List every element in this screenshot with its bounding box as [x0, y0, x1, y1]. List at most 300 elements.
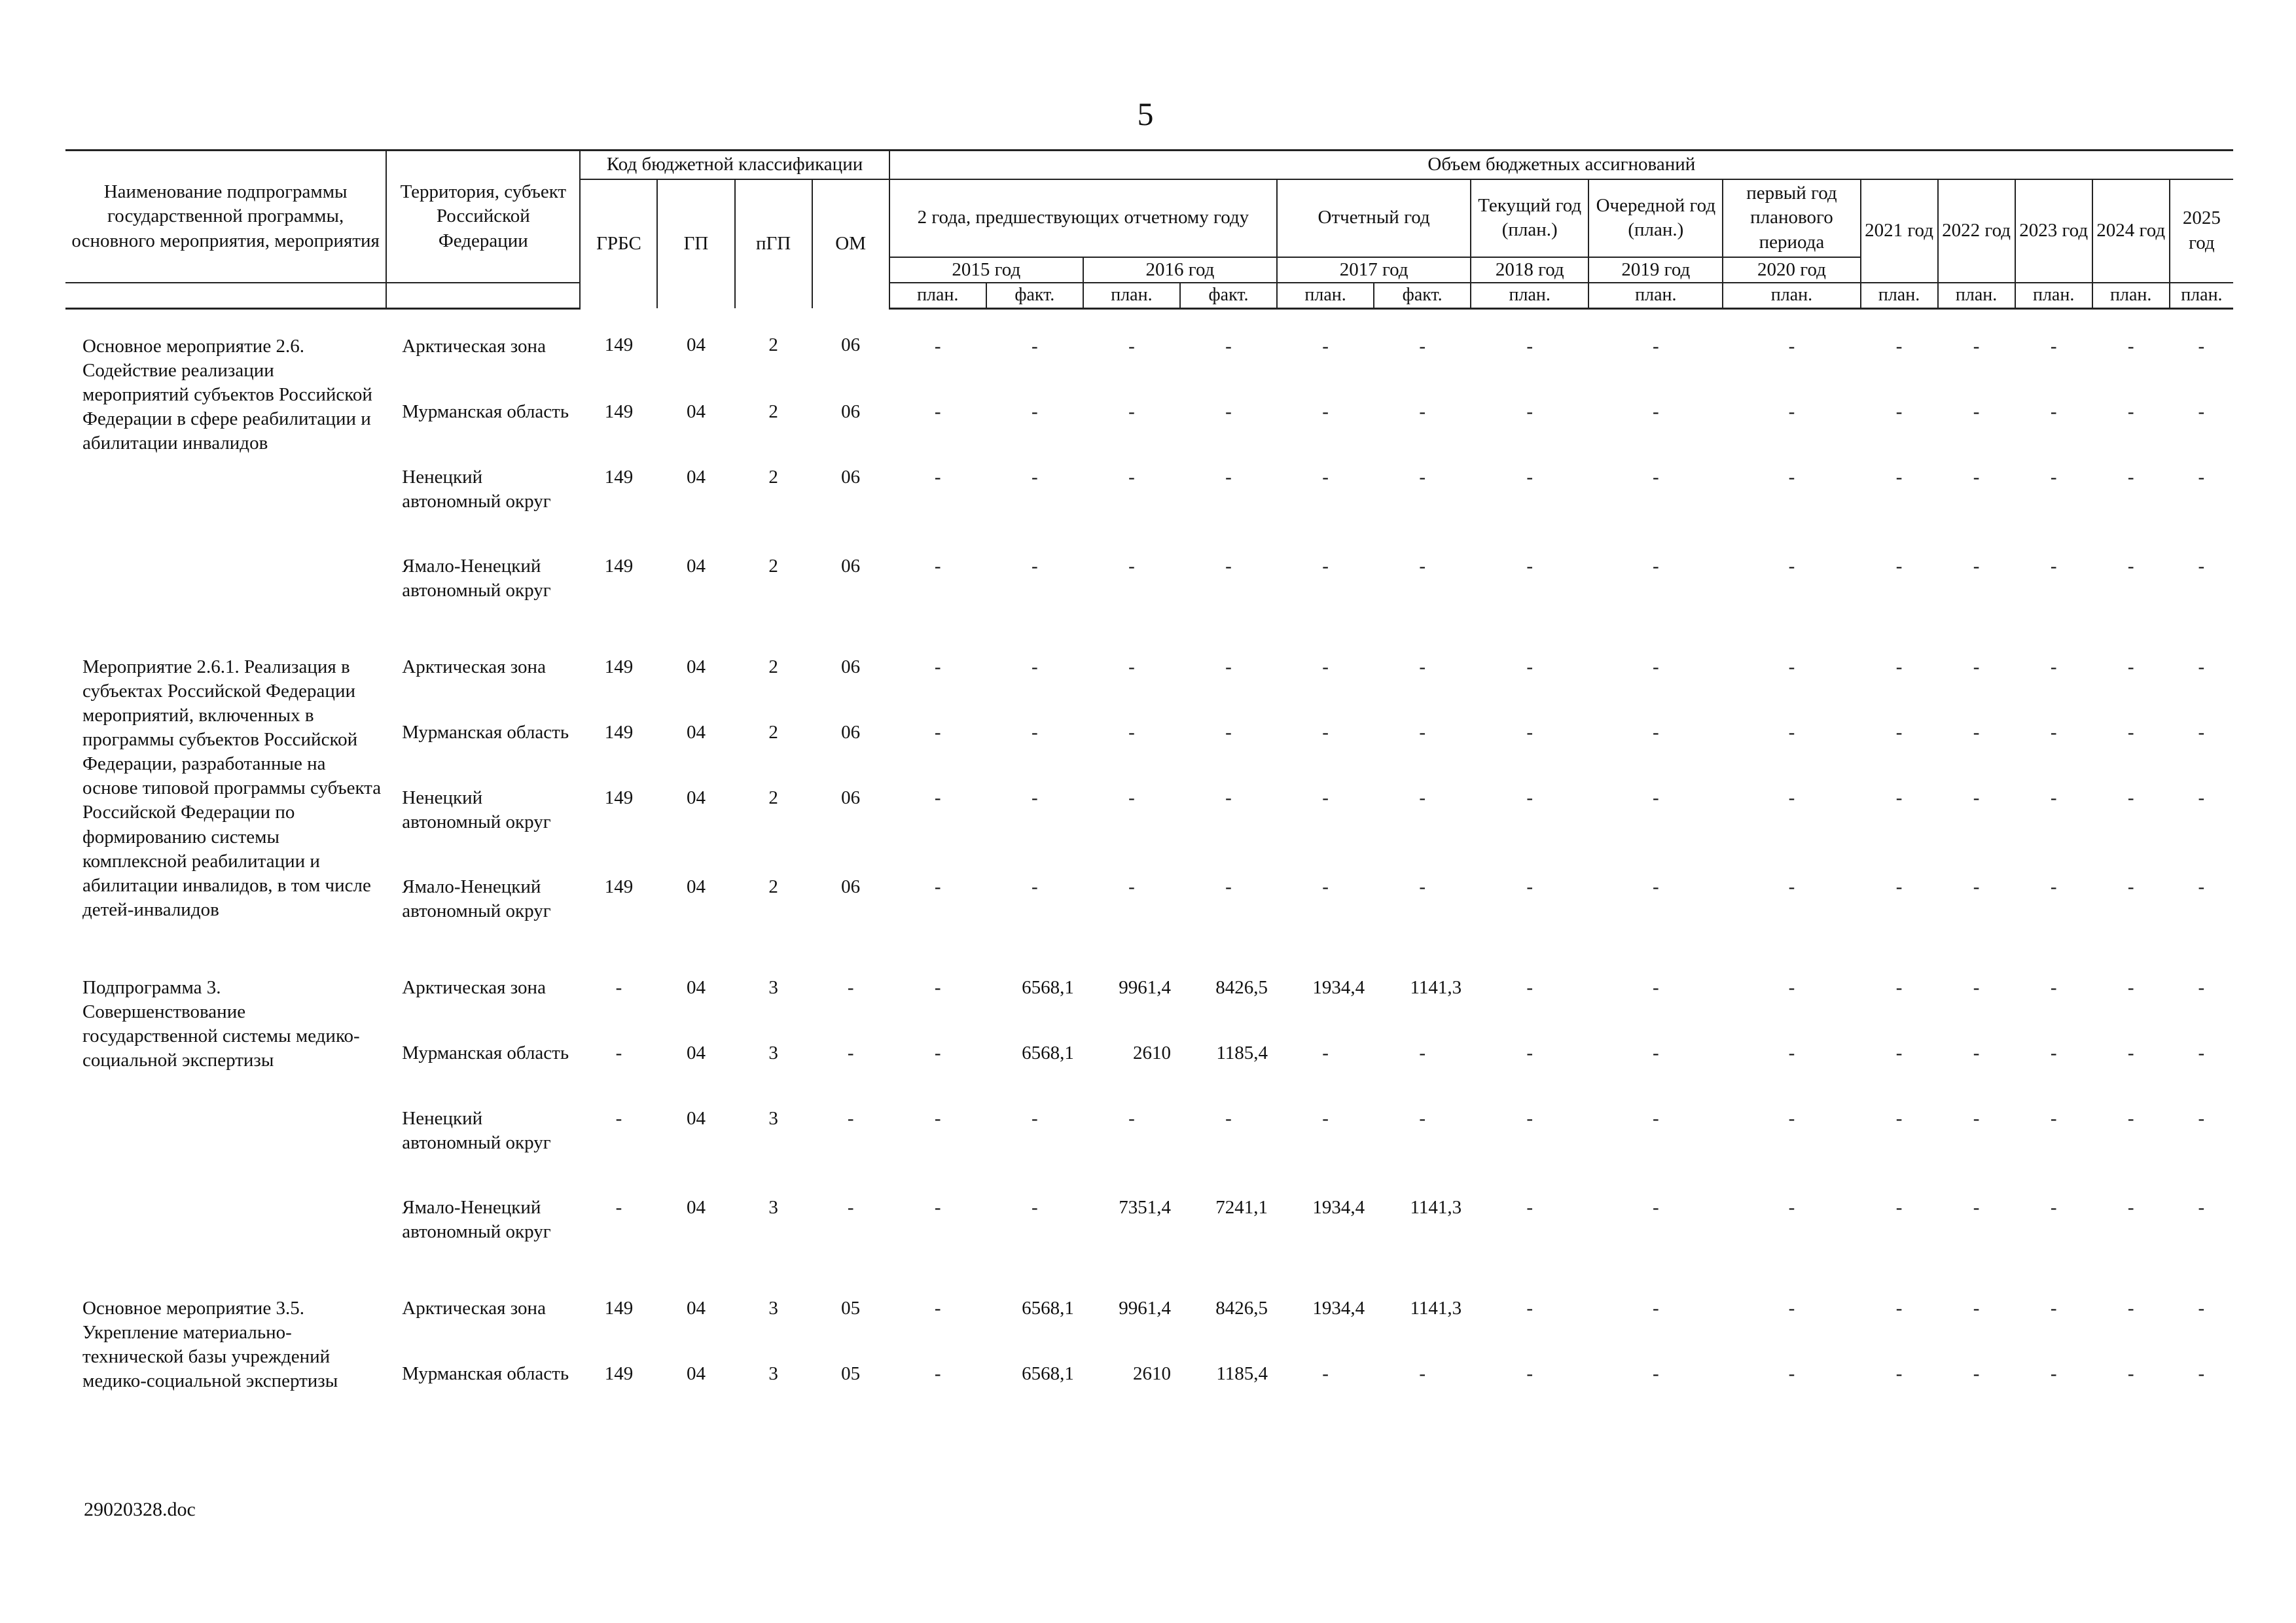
value-cell: -: [1419, 1107, 1426, 1129]
code-om: -: [847, 976, 854, 998]
code-gp: 04: [687, 656, 706, 677]
value-cell: -: [2198, 466, 2205, 488]
header-2023: 2023 год: [2015, 179, 2092, 283]
value-cell: -: [1895, 401, 1903, 422]
value-cell: -: [1788, 555, 1795, 577]
value-cell: 6568,1: [1022, 1363, 1074, 1384]
value-cell: -: [934, 466, 941, 488]
value-cell: 1934,4: [1312, 1196, 1365, 1218]
code-grbs: 149: [604, 876, 634, 897]
table-body: [65, 308, 2233, 1427]
value-cell: -: [1419, 1363, 1426, 1384]
row-territory: Ямало-Ненецкий автономный округ: [402, 876, 551, 921]
value-cell: -: [1788, 787, 1795, 808]
value-cell: -: [2127, 466, 2134, 488]
value-cell: 1185,4: [1216, 1363, 1268, 1384]
table-row: [65, 643, 2233, 721]
code-om: 05: [841, 1297, 861, 1319]
value-cell: -: [1653, 976, 1659, 998]
value-cell: 2610: [1132, 1042, 1171, 1063]
code-om: 06: [841, 656, 861, 677]
value-cell: -: [1128, 401, 1135, 422]
value-cell: -: [1653, 401, 1659, 422]
value-cell: -: [2050, 555, 2057, 577]
value-cell: -: [1788, 721, 1795, 743]
header-grbs: ГРБС: [580, 179, 657, 309]
value-cell: -: [1031, 1107, 1038, 1129]
header-first-plan-year: первый год планового периода: [1723, 179, 1860, 257]
code-om: -: [847, 1042, 854, 1063]
unit-plan: план.: [889, 283, 986, 308]
value-cell: -: [2198, 1107, 2205, 1129]
header-empty: [65, 283, 386, 308]
value-cell: -: [1895, 876, 1903, 897]
header-2022: 2022 год: [1938, 179, 2015, 283]
value-cell: -: [2198, 555, 2205, 577]
value-cell: -: [2127, 1297, 2134, 1319]
value-cell: -: [1526, 876, 1534, 897]
value-cell: -: [1895, 1042, 1903, 1063]
value-cell: -: [2050, 721, 2057, 743]
value-cell: -: [1322, 555, 1329, 577]
value-cell: -: [934, 1196, 941, 1218]
code-pgp: 2: [768, 876, 778, 897]
value-cell: -: [1322, 656, 1329, 677]
value-cell: -: [1128, 466, 1135, 488]
value-cell: -: [2050, 335, 2057, 357]
unit-plan: план.: [2092, 283, 2170, 308]
value-cell: -: [2050, 1363, 2057, 1384]
value-cell: -: [1973, 1297, 1980, 1319]
code-grbs: 149: [604, 1297, 634, 1319]
value-cell: -: [1895, 1363, 1903, 1384]
value-cell: -: [1653, 555, 1659, 577]
code-pgp: 2: [768, 787, 778, 808]
value-cell: -: [1031, 555, 1038, 577]
value-cell: -: [2198, 1042, 2205, 1063]
value-cell: -: [2198, 1363, 2205, 1384]
table-row: [65, 400, 2233, 465]
value-cell: 7241,1: [1215, 1196, 1268, 1218]
value-cell: -: [2198, 721, 2205, 743]
value-cell: -: [2198, 876, 2205, 897]
value-cell: -: [1653, 876, 1659, 897]
header-year-2018: 2018 год: [1471, 257, 1588, 283]
value-cell: -: [1128, 656, 1135, 677]
row-territory: Арктическая зона: [402, 976, 546, 998]
value-cell: -: [934, 1042, 941, 1063]
value-cell: 8426,5: [1215, 976, 1268, 998]
value-cell: -: [2050, 1196, 2057, 1218]
code-gp: 04: [687, 466, 706, 488]
header-year-2019: 2019 год: [1588, 257, 1723, 283]
value-cell: -: [1225, 335, 1232, 357]
value-cell: -: [934, 1363, 941, 1384]
value-cell: -: [1653, 1363, 1659, 1384]
header-budget-code: Код бюджетной классификации: [580, 151, 889, 179]
value-cell: -: [1031, 656, 1038, 677]
row-territory: Ненецкий автономный округ: [402, 466, 551, 512]
value-cell: -: [1788, 876, 1795, 897]
value-cell: -: [1973, 976, 1980, 998]
code-gp: 04: [687, 976, 706, 998]
code-gp: 04: [687, 1297, 706, 1319]
value-cell: -: [1788, 401, 1795, 422]
unit-fact: факт.: [1374, 283, 1471, 308]
value-cell: -: [2127, 555, 2134, 577]
value-cell: -: [2198, 656, 2205, 677]
code-gp: 04: [687, 876, 706, 897]
header-volume: Объем бюджетных ассигнований: [889, 151, 2233, 179]
value-cell: -: [2127, 1042, 2134, 1063]
value-cell: -: [1031, 1196, 1038, 1218]
value-cell: -: [934, 335, 941, 357]
row-territory: Ненецкий автономный округ: [402, 1107, 551, 1153]
value-cell: -: [1128, 1107, 1135, 1129]
row-territory: Мурманская область: [402, 401, 569, 422]
value-cell: -: [1788, 976, 1795, 998]
code-gp: 04: [687, 1196, 706, 1218]
value-cell: -: [1225, 876, 1232, 897]
value-cell: -: [1526, 466, 1534, 488]
value-cell: 2610: [1132, 1363, 1171, 1384]
value-cell: -: [1788, 335, 1795, 357]
unit-plan: план.: [1938, 283, 2015, 308]
value-cell: -: [1526, 721, 1534, 743]
value-cell: -: [1526, 1196, 1534, 1218]
value-cell: -: [1973, 335, 1980, 357]
value-cell: -: [1973, 787, 1980, 808]
value-cell: -: [1895, 335, 1903, 357]
value-cell: -: [1419, 656, 1426, 677]
value-cell: -: [1225, 466, 1232, 488]
value-cell: 9961,4: [1119, 1297, 1171, 1319]
code-grbs: 149: [604, 721, 634, 743]
value-cell: -: [1526, 656, 1534, 677]
value-cell: -: [934, 976, 941, 998]
row-territory: Ямало-Ненецкий автономный округ: [402, 555, 551, 601]
value-cell: -: [1526, 1363, 1534, 1384]
value-cell: -: [1322, 1107, 1329, 1129]
code-pgp: 3: [768, 1196, 778, 1218]
header-year-2016: 2016 год: [1083, 257, 1277, 283]
code-grbs: 149: [604, 555, 634, 577]
value-cell: -: [1895, 656, 1903, 677]
value-cell: 9961,4: [1119, 976, 1171, 998]
value-cell: -: [1788, 1042, 1795, 1063]
value-cell: 6568,1: [1022, 1297, 1074, 1319]
code-om: 06: [841, 876, 861, 897]
value-cell: -: [1788, 1363, 1795, 1384]
value-cell: -: [1895, 976, 1903, 998]
value-cell: -: [1895, 555, 1903, 577]
code-grbs: 149: [604, 1363, 634, 1384]
value-cell: -: [1973, 656, 1980, 677]
code-pgp: 3: [768, 1107, 778, 1129]
value-cell: -: [1526, 1042, 1534, 1063]
unit-plan: план.: [2015, 283, 2092, 308]
value-cell: -: [2050, 876, 2057, 897]
value-cell: -: [1973, 401, 1980, 422]
row-territory: Ямало-Ненецкий автономный округ: [402, 1196, 551, 1242]
value-cell: -: [1653, 335, 1659, 357]
value-cell: -: [1322, 401, 1329, 422]
value-cell: -: [1419, 335, 1426, 357]
value-cell: -: [2050, 1042, 2057, 1063]
value-cell: -: [1788, 1297, 1795, 1319]
value-cell: -: [2127, 876, 2134, 897]
value-cell: -: [934, 876, 941, 897]
value-cell: -: [1973, 876, 1980, 897]
value-cell: 6568,1: [1022, 976, 1074, 998]
value-cell: -: [1128, 787, 1135, 808]
value-cell: -: [1788, 466, 1795, 488]
value-cell: -: [1973, 1042, 1980, 1063]
unit-plan: план.: [2170, 283, 2233, 308]
page-number: 5: [1137, 96, 1154, 132]
header-next-year: Очередной год (план.): [1588, 179, 1723, 257]
unit-fact: факт.: [1180, 283, 1277, 308]
value-cell: -: [1526, 401, 1534, 422]
code-pgp: 3: [768, 1363, 778, 1384]
value-cell: -: [2050, 401, 2057, 422]
value-cell: -: [934, 721, 941, 743]
code-gp: 04: [687, 401, 706, 422]
value-cell: -: [1322, 466, 1329, 488]
table-row: [65, 308, 2233, 400]
value-cell: -: [1031, 335, 1038, 357]
row-territory: Ненецкий автономный округ: [402, 787, 551, 832]
value-cell: -: [934, 787, 941, 808]
table-row: [65, 721, 2233, 786]
header-name: Наименование подпрограммы государственной программы, основного мероприятия, мероприятия: [65, 151, 386, 283]
value-cell: -: [1322, 1042, 1329, 1063]
value-cell: -: [934, 401, 941, 422]
header-2025: 2025 год: [2170, 179, 2233, 283]
value-cell: -: [2127, 721, 2134, 743]
value-cell: -: [1973, 721, 1980, 743]
value-cell: -: [2127, 656, 2134, 677]
value-cell: 1141,3: [1410, 976, 1462, 998]
value-cell: -: [1225, 656, 1232, 677]
header-year-2015: 2015 год: [889, 257, 1083, 283]
row-territory: Мурманская область: [402, 721, 569, 743]
value-cell: -: [1225, 555, 1232, 577]
table-row: [65, 465, 2233, 554]
table-row: [65, 786, 2233, 875]
header-current-year: Текущий год (план.): [1471, 179, 1588, 257]
code-gp: 04: [687, 334, 706, 356]
header-year-2020: 2020 год: [1723, 257, 1860, 283]
unit-plan: план.: [1277, 283, 1374, 308]
code-pgp: 2: [768, 721, 778, 743]
value-cell: -: [1526, 335, 1534, 357]
code-grbs: -: [615, 1042, 622, 1063]
code-pgp: 2: [768, 334, 778, 356]
value-cell: -: [1322, 876, 1329, 897]
table-row: [65, 1107, 2233, 1196]
value-cell: -: [2050, 1107, 2057, 1129]
value-cell: -: [2127, 401, 2134, 422]
value-cell: -: [2198, 787, 2205, 808]
value-cell: -: [2127, 787, 2134, 808]
code-gp: 04: [687, 787, 706, 808]
code-pgp: 2: [768, 555, 778, 577]
value-cell: 7351,4: [1119, 1196, 1171, 1218]
footer-filename: 29020328.doc: [84, 1499, 196, 1520]
value-cell: -: [2127, 976, 2134, 998]
value-cell: -: [1128, 555, 1135, 577]
value-cell: -: [1128, 876, 1135, 897]
value-cell: -: [1419, 787, 1426, 808]
value-cell: -: [1895, 787, 1903, 808]
value-cell: -: [1653, 1042, 1659, 1063]
code-grbs: 149: [604, 401, 634, 422]
value-cell: 1934,4: [1312, 1297, 1365, 1319]
value-cell: -: [1225, 1107, 1232, 1129]
header-empty: [386, 283, 580, 308]
value-cell: -: [2198, 1196, 2205, 1218]
value-cell: -: [934, 1297, 941, 1319]
row-description: Подпрограмма 3. Совершенствование государственной системы медико-социальной экспертизы: [82, 976, 360, 1071]
header-om: ОМ: [812, 179, 889, 309]
code-pgp: 2: [768, 466, 778, 488]
value-cell: -: [1526, 1297, 1534, 1319]
value-cell: -: [1128, 335, 1135, 357]
header-report-year: Отчетный год: [1277, 179, 1471, 257]
value-cell: -: [1128, 721, 1135, 743]
unit-plan: план.: [1471, 283, 1588, 308]
value-cell: -: [1653, 721, 1659, 743]
header-2024: 2024 год: [2092, 179, 2170, 283]
value-cell: -: [1526, 1107, 1534, 1129]
value-cell: -: [1031, 876, 1038, 897]
row-territory: Мурманская область: [402, 1042, 569, 1063]
row-territory: Арктическая зона: [402, 656, 546, 677]
unit-plan: план.: [1861, 283, 1938, 308]
value-cell: -: [2198, 976, 2205, 998]
header-territory: Территория, субъект Российской Федерации: [386, 151, 580, 283]
row-territory: Мурманская область: [402, 1363, 569, 1384]
unit-plan: план.: [1083, 283, 1180, 308]
value-cell: 6568,1: [1022, 1042, 1074, 1063]
value-cell: -: [1788, 1107, 1795, 1129]
row-description: Основное мероприятие 2.6. Содействие реализации мероприятий субъектов Российской Федерации в сфере реабилитации и абилитации инвалидов: [82, 335, 372, 454]
unit-plan: план.: [1588, 283, 1723, 308]
code-om: 06: [841, 555, 861, 577]
code-pgp: 3: [768, 976, 778, 998]
table-row: [65, 554, 2233, 643]
header-two-years: 2 года, предшествующих отчетному году: [889, 179, 1277, 257]
value-cell: -: [1895, 1107, 1903, 1129]
code-pgp: 3: [768, 1297, 778, 1319]
table-row: [65, 964, 2233, 1041]
value-cell: -: [2198, 401, 2205, 422]
table-row: [65, 1041, 2233, 1107]
value-cell: -: [1653, 1107, 1659, 1129]
code-pgp: 2: [768, 656, 778, 677]
row-description: Основное мероприятие 3.5. Укрепление материально-технической базы учреждений медико-социальной экспертизы: [82, 1297, 338, 1392]
value-cell: -: [1653, 1297, 1659, 1319]
code-gp: 04: [687, 1107, 706, 1129]
value-cell: -: [1895, 466, 1903, 488]
value-cell: 1141,3: [1410, 1196, 1462, 1218]
code-gp: 04: [687, 1363, 706, 1384]
value-cell: -: [2050, 656, 2057, 677]
value-cell: -: [1973, 466, 1980, 488]
code-om: -: [847, 1107, 854, 1129]
value-cell: -: [1419, 876, 1426, 897]
value-cell: -: [1225, 721, 1232, 743]
value-cell: -: [1973, 1363, 1980, 1384]
value-cell: -: [1788, 656, 1795, 677]
value-cell: -: [1653, 656, 1659, 677]
unit-plan: план.: [1723, 283, 1860, 308]
value-cell: 1141,3: [1410, 1297, 1462, 1319]
code-grbs: -: [615, 976, 622, 998]
code-pgp: 3: [768, 1042, 778, 1063]
code-om: 06: [841, 466, 861, 488]
value-cell: 1934,4: [1312, 976, 1365, 998]
row-description: Мероприятие 2.6.1. Реализация в субъектах Российской Федерации мероприятий, включенных в программы субъектов Российской Федерации, разработанные на основе типовой программы субъекта Российской Федерации по формированию системы комплексной реабилитации и абилитации инвалидов, в том числе детей-инвалидов: [82, 656, 382, 920]
code-gp: 04: [687, 721, 706, 743]
code-grbs: 149: [604, 466, 634, 488]
value-cell: -: [2050, 976, 2057, 998]
value-cell: -: [1973, 555, 1980, 577]
value-cell: -: [1526, 976, 1534, 998]
value-cell: -: [1225, 401, 1232, 422]
code-gp: 04: [687, 1042, 706, 1063]
code-om: 06: [841, 334, 861, 356]
value-cell: -: [1322, 721, 1329, 743]
code-om: 05: [841, 1363, 861, 1384]
code-grbs: -: [615, 1196, 622, 1218]
code-om: 06: [841, 721, 861, 743]
value-cell: -: [1419, 466, 1426, 488]
value-cell: -: [1031, 401, 1038, 422]
unit-fact: факт.: [986, 283, 1083, 308]
value-cell: -: [1322, 787, 1329, 808]
value-cell: -: [2050, 787, 2057, 808]
budget-table: [65, 149, 2233, 1427]
code-grbs: 149: [604, 656, 634, 677]
table-row: [65, 1362, 2233, 1427]
value-cell: -: [1895, 1196, 1903, 1218]
value-cell: 8426,5: [1215, 1297, 1268, 1319]
value-cell: -: [934, 656, 941, 677]
value-cell: -: [1653, 1196, 1659, 1218]
value-cell: -: [2127, 1363, 2134, 1384]
value-cell: -: [934, 1107, 941, 1129]
value-cell: -: [2198, 335, 2205, 357]
value-cell: -: [1526, 787, 1534, 808]
code-pgp: 2: [768, 401, 778, 422]
value-cell: 1185,4: [1216, 1042, 1268, 1063]
code-grbs: 149: [604, 787, 634, 808]
value-cell: -: [1419, 1042, 1426, 1063]
value-cell: -: [1031, 721, 1038, 743]
code-om: 06: [841, 401, 861, 422]
value-cell: -: [1973, 1107, 1980, 1129]
header-pgp: пГП: [735, 179, 812, 309]
value-cell: -: [1973, 1196, 1980, 1218]
value-cell: -: [934, 555, 941, 577]
value-cell: -: [1031, 466, 1038, 488]
row-territory: Арктическая зона: [402, 335, 546, 357]
code-om: 06: [841, 787, 861, 808]
code-grbs: -: [615, 1107, 622, 1129]
value-cell: -: [2198, 1297, 2205, 1319]
